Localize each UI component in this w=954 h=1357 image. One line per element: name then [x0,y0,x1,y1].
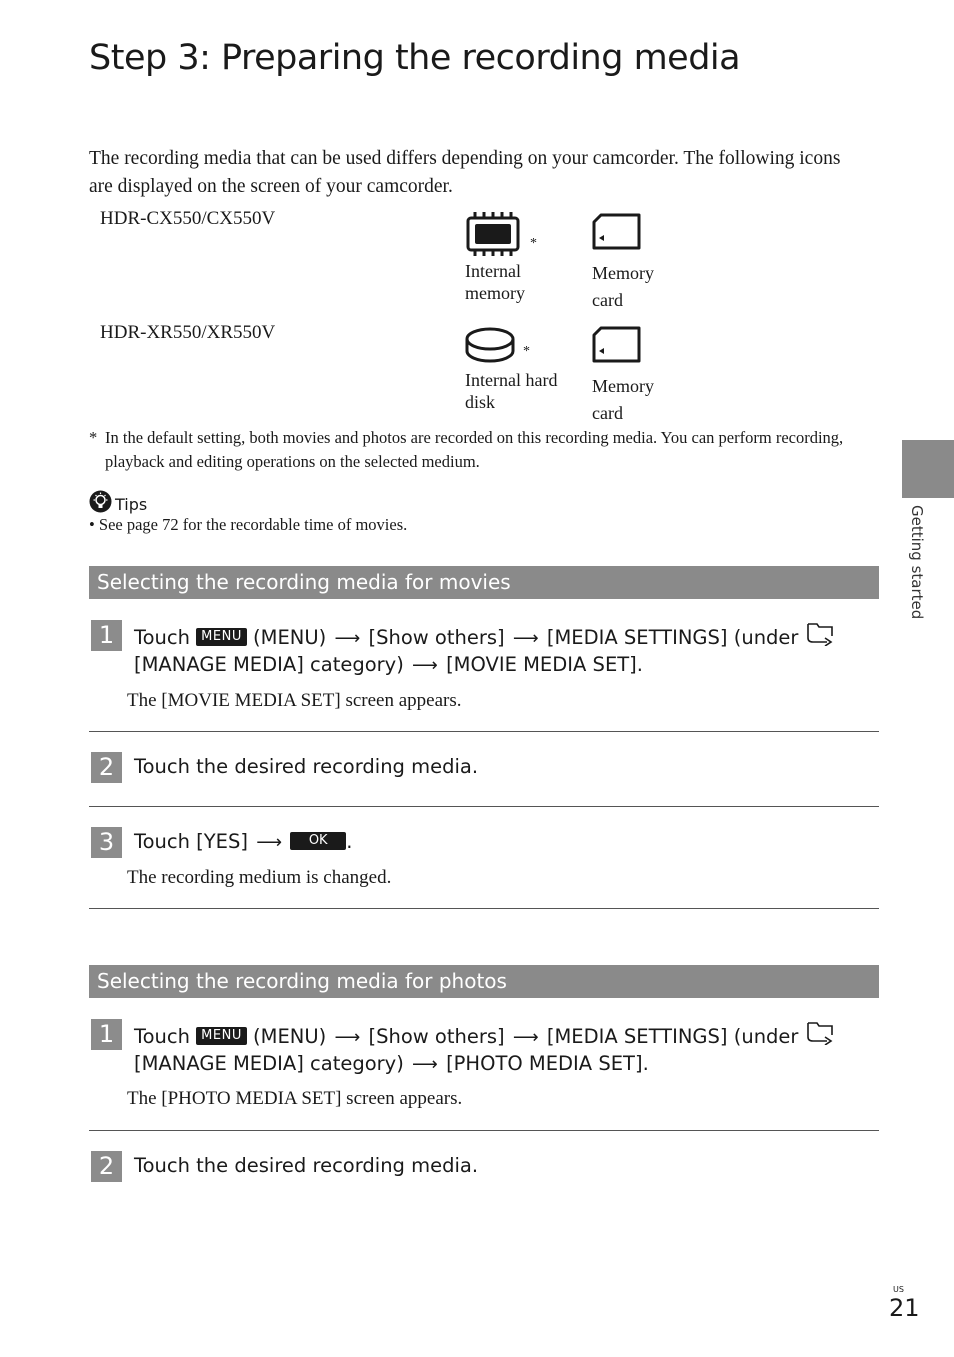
divider [89,806,879,807]
tips-heading [89,490,147,518]
tips-item: • See page 72 for the recordable time of movies. [89,515,408,534]
footnote-mark: * [89,428,98,447]
arrow-icon: ⟶ [256,832,283,853]
hard-disk-label: Internal hard disk [465,370,558,412]
hard-disk-icon [464,327,518,370]
arrow-icon: ⟶ [412,1054,438,1075]
intro-paragraph: The recording media that can be used differs depending on your camcorder. The following icons are displayed on the screen of your camcorder. [89,148,841,197]
internal-memory-icon [465,212,523,261]
arrow-icon: ⟶ [334,628,361,649]
step-result: The recording medium is changed. [127,867,392,888]
model-name-xr550: HDR-XR550/XR550V [100,322,276,343]
asterisk-mark: * [523,344,530,359]
step-instruction: Touch the desired recording media. [134,1154,479,1177]
step-instruction: Touch the desired recording media. [134,755,479,778]
step-instruction-cont: [MANAGE MEDIA] category) ⟶ [PHOTO MEDIA SET]. [134,1052,649,1075]
step-number: 3 [91,827,122,858]
divider [89,731,879,732]
step-result: The [PHOTO MEDIA SET] screen appears. [127,1088,463,1109]
side-tab-marker [902,440,954,498]
page-number: 21 [889,1294,920,1322]
footnote-text: In the default setting, both movies and photos are recorded on this recording media. You can perform recording, playback and editing operations on the selected medium. [105,428,844,471]
step-number: 1 [91,1019,122,1050]
memory-card-icon [591,326,643,369]
tips-label: Tips [115,494,148,514]
arrow-icon: ⟶ [412,655,438,676]
divider [89,908,879,909]
footnote [89,426,864,474]
menu-button-icon: MENU [196,628,247,646]
memory-card-label: Memory card [592,376,654,423]
manage-media-icon [805,1019,839,1054]
step-instruction: Touch MENU (MENU) ⟶ [Show others] ⟶ [MEDIA SETTINGS] (under [134,620,839,655]
step-number: 2 [91,752,122,783]
page-region: US [893,1285,904,1294]
divider [89,1130,879,1131]
model-name-cx550: HDR-CX550/CX550V [100,208,276,229]
step-number: 2 [91,1151,122,1182]
step-result: The [MOVIE MEDIA SET] screen appears. [127,690,462,711]
section-heading-movies: Selecting the recording media for movies [89,566,879,599]
step-instruction: Touch [YES] ⟶ OK . [134,830,353,853]
step-instruction-cont: [MANAGE MEDIA] category) ⟶ [MOVIE MEDIA SET]. [134,653,643,676]
side-tab-label: Getting started [908,505,926,620]
internal-memory-label: Internal memory [465,261,525,303]
arrow-icon: ⟶ [512,628,539,649]
memory-card-label: Memory card [592,263,654,310]
ok-button-icon: OK [290,832,346,850]
page-title: Step 3: Preparing the recording media [89,38,741,78]
step-number: 1 [91,620,122,651]
menu-button-icon: MENU [196,1027,247,1045]
lightbulb-icon [89,490,112,518]
asterisk-mark: * [530,236,537,251]
manage-media-icon [805,620,839,655]
arrow-icon: ⟶ [334,1027,361,1048]
memory-card-icon [591,213,643,256]
step-instruction: Touch MENU (MENU) ⟶ [Show others] ⟶ [MEDIA SETTINGS] (under [134,1019,839,1054]
arrow-icon: ⟶ [512,1027,539,1048]
section-heading-photos: Selecting the recording media for photos [89,965,879,998]
